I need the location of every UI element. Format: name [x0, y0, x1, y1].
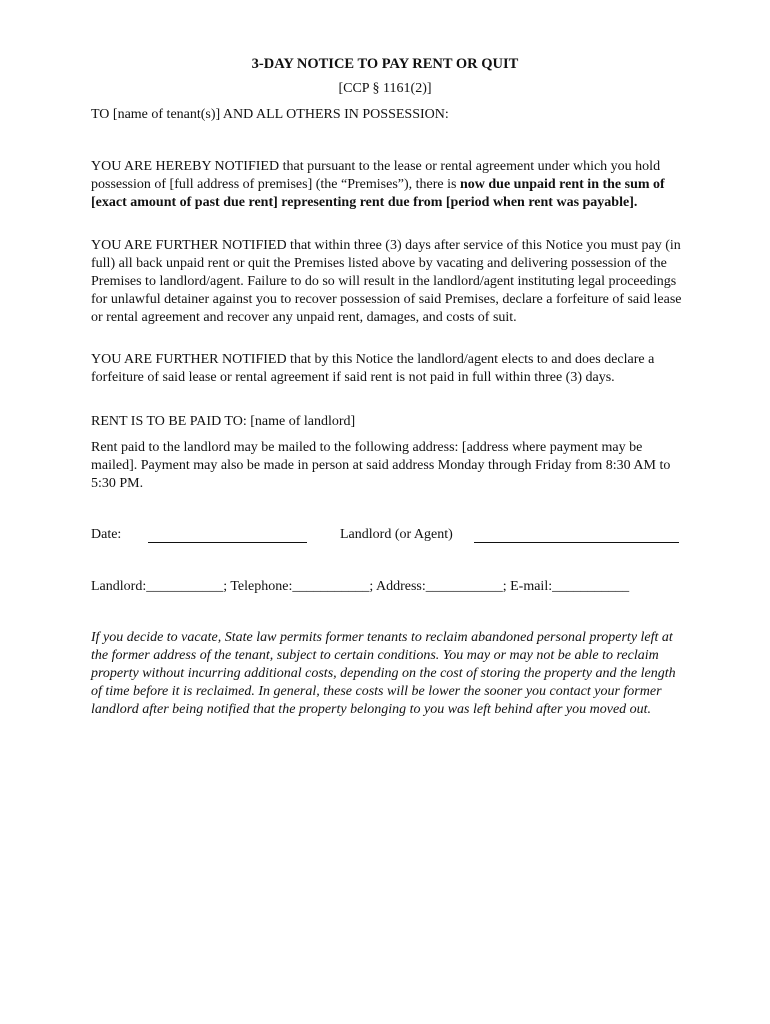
notice-paragraph-pay-or-quit: YOU ARE FURTHER NOTIFIED that within three (3) days after service of this Notice you must pay (in full) all back unpaid rent or quit the Premises listed above by vacating and delivering possession of the Premises to landlord/agent. Failure to do so will result in the landlord/agent instituting legal proceedings for unlawful detainer against you to recover possession of said Premises, declare a forfeiture of said lease or rental agreement and recover any unpaid rent, damages, and costs of suit.	[91, 238, 682, 325]
document-title: 3-DAY NOTICE TO PAY RENT OR QUIT	[251, 56, 519, 72]
addressee-line: TO [name of tenant(s)] AND ALL OTHERS IN POSSESSION:	[91, 107, 449, 122]
landlord-contact-line: Landlord:___________; Telephone:___________; Address:___________; E-mail:___________	[91, 579, 630, 594]
date-label: Date:	[91, 527, 122, 542]
abandoned-property-notice: If you decide to vacate, State law permits former tenants to reclaim abandoned personal property left at the former address of the tenant, subject to certain conditions. You may or may not be able to reclaim property without incurring additional costs, depending on the cost of storing the property and the length of time before it is reclaimed. In general, these costs will be lower the sooner you contact your former landlord after being notified that the property belonging to you was left behind after you moved out.	[91, 630, 676, 717]
notice-paragraph-forfeiture: YOU ARE FURTHER NOTIFIED that by this Notice the landlord/agent elects to and does declare a forfeiture of said lease or rental agreement if said rent is not paid in full within three (3) days.	[91, 352, 655, 385]
paragraph1-bold-text: now due unpaid rent in the sum of [exact amount of past due rent] representing rent due from [period when rent was payable].	[91, 177, 665, 210]
landlord-agent-label: Landlord (or Agent)	[340, 527, 453, 542]
payment-instructions: Rent paid to the landlord may be mailed to the following address: [address where payment may be mailed]. Payment may also be made in person at said address Monday through Friday from 8:30 AM to 5:30 PM.	[91, 440, 671, 491]
paragraph1-text: YOU ARE HEREBY NOTIFIED that pursuant to the lease or rental agreement under which you hold possession of [full address of premises] (the “Premises”), there is	[91, 159, 661, 192]
landlord-signature-line[interactable]	[474, 542, 679, 543]
date-blank-line[interactable]	[148, 542, 307, 543]
statute-citation: [CCP § 1161(2)]	[338, 81, 432, 96]
notice-paragraph-unpaid-rent	[91, 158, 686, 212]
rent-payee-line: RENT IS TO BE PAID TO: [name of landlord]	[91, 414, 356, 429]
signature-row	[0, 526, 770, 546]
